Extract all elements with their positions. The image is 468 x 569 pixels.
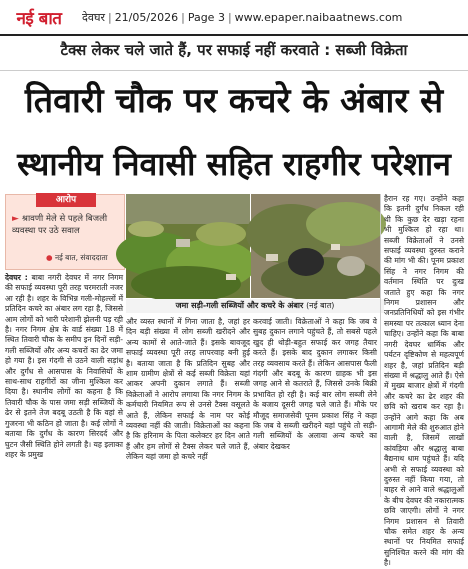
garbage-pile-photo	[251, 194, 381, 298]
kicker-divider	[0, 70, 468, 71]
headline-line-2: स्थानीय निवासी सहित राहगीर परेशान	[17, 145, 451, 183]
logo-text: नई बात	[16, 8, 62, 29]
article-column-4: हैरान रह गए। उन्होंने कहा कि इतनी दुर्गंध निकल रही थी कि कुछ देर खड़ा रहना भी मुश्किल हो रहा था। सब्जी विक्रेताओं ने उनसे सफाई व्यवस्था दुरुस्त कराने की मांग भी की। पूनम प्रकाश सिंह ने नगर निगम की वर्तमान स्थिति पर दुःख जताते हुए कहा कि नगर निगम प्रशासन और जनप्रतिनिधियों को इस गंभीर समस्या पर तत्काल ध्यान देना चाहिए। उन्होंने कहा कि बाबा नगरी देवघर धार्मिक और पर्यटन दृष्टिकोण से महत्वपूर्ण शहर है, जहां प्रतिदिन बड़ी संख्या में श्रद्धालु आते हैं। ऐसे में मुख्य बाजार क्षेत्रों में गंदगी और कचरे का ढेर शहर की छवि को खराब कर रहा है। उन्होंने आगे कहा कि अब आगामी मेले की शुरुआत होने वाली है, जिसमें लाखों कांवड़िया और श्रद्धालु बाबा बैद्यनाथ धाम पहुंचते हैं। यदि अभी से सफाई व्यवस्था को दुरुस्त नहीं किया गया, तो बाहर से आने वाले श्रद्धालुओं के बीच देवघर की नकारात्मक छवि जाएगी। लोगों ने नगर निगम प्रशासन से तिवारी चौक समेत शहर के अन्य स्थानों पर नियमित सफाई सुनिश्चित करने की मांग की है।	[384, 194, 464, 568]
article-column-2: और व्यस्त स्थानों में गिना जाता है, जहां हर दिन बड़ी संख्या में लोग सब्जी खरीदने और अन्य कामों से आते-जाते हैं। इसके बावजूद सफाई व्यवस्था पूरी तरह लापरवाह बनी हुई है। बताया जाता है कि प्रतिदिन सुबह और शाम ग्रामीण क्षेत्रों से कई सब्जी विक्रेता यहां आकर अपनी दुकान लगाते हैं। सब्जी विक्रेताओं ने आरोप लगाया कि नगर निगम के कर्मचारी नियमित रूप से उनसे टैक्स वसूलते आते हैं, लेकिन सफाई के नाम पर कोई व्यवस्था नहीं की जाती। विक्रेताओं का कहना है कि हरिनाम के पिता कलेक्टर हर दिन आते हैं और हम लोगों से टैक्स लेकर चले जाते हैं, लेकिन यहां जमा हो कचरे नहीं	[126, 317, 250, 462]
column-divider	[380, 194, 381, 497]
photo-credit: (नई बात)	[306, 301, 335, 310]
article-dateline: देवघर :	[5, 273, 28, 282]
highlight-body	[12, 213, 120, 237]
masthead-page: Page 3	[187, 10, 225, 24]
article-photo-left[interactable]	[126, 194, 250, 298]
masthead	[0, 0, 468, 36]
highlight-credit	[46, 253, 108, 263]
highlight-tag: आरोप	[36, 193, 96, 207]
masthead-date: 21/05/2026	[114, 10, 179, 24]
article-column-1-text: बाबा नगरी देवघर में नगर निगम की सफाई व्यवस्था पूरी तरह चरमराती नजर आ रही है। शहर के विभिन्न गली-मोहल्लों में प्रतिदिन कचरे का अंबार लग रहा है, जिससे आम लोगों को भारी परेशानी झेलनी पड़ रही है। नगर निगम क्षेत्र के वार्ड संख्या 18 में स्थित तिवारी चौक के समीप इन दिनों सड़ी-गली सब्जियों और अन्य कचरों का ढेर जमा हो गया है। इस गंदगी से उठने वाली सड़ांध और दुर्गंध से आसपास के निवासियों के साथ-साथ राहगीरों का जीना मुश्किल कर दिया है। स्थानीय लोगों का कहना है कि तिवारी चौक के पास जमा सड़ी सब्जियों के ढेर से इतने तेज बदबू उठती है कि वहां से गुजरना भी कठिन हो जाता है। कई लोगों ने बताया कि दुर्गंध के कारण सिरदर्द और घुटन जैसी स्थिति होने लगती है। यह इलाका शहर के प्रमुख	[5, 273, 124, 459]
photo-caption-text: जमा सड़ी-गली सब्जियों और कचरे के अंबार	[175, 301, 304, 310]
newspaper-logo[interactable]	[6, 3, 72, 31]
article-photo-right[interactable]	[251, 194, 381, 298]
masthead-website[interactable]: www.epaper.naibaatnews.com	[234, 10, 403, 24]
highlight-box	[5, 194, 125, 270]
masthead-meta: देवघर | 21/05/2026 | Page 3 | www.epaper.naibaatnews.com	[82, 10, 403, 24]
highlight-text: श्रावणी मेले से पहले बिजली व्यवस्था पर उठे सवाल	[12, 214, 108, 236]
article-kicker: टैक्स लेकर चले जाते हैं, पर सफाई नहीं करवाते : सब्जी विक्रेता	[60, 41, 408, 59]
article-column-1	[5, 273, 123, 497]
highlight-credit-text: नई बात, संवाददाता	[54, 253, 108, 262]
vegetable-waste-photo	[126, 194, 250, 298]
article-column-3: करवाई जाती। विक्रेताओं ने कहा कि जब वे सुबह दुकान लगाने पहुंचते हैं, तो सबसे पहले खुद ही थोड़ी-बहुत सफाई कर जगह तैयार करते हैं। इसके बाद दुकान लगाकर किसी तरह व्यवसाय करते हैं। लेकिन आसपास फैली गंदगी और बदबू के कारण ग्राहक भी इस जगह आने से कतराते हैं, जिससे उनके बिक्री प्रभावित हो रही है। कई बार लोग सब्जी लेने के बजाय दूसरी जगह चले जाते हैं। मौके पर मौजूद समाजसेवी पूनम प्रकाश सिंह ने कहा कि जब वे सब्जी खरीदने यहां पहुंचे तो सड़ी-गली सब्जियों के अलावा अन्य कचरे का अंबार देखकर	[253, 317, 377, 451]
headline-line-1: तिवारी चौक पर कचरे के अंबार से	[24, 81, 444, 121]
photo-caption	[126, 299, 384, 313]
arrow-icon: ►	[12, 214, 19, 224]
masthead-city: देवघर	[82, 10, 105, 24]
bullet-icon: ●	[46, 253, 55, 262]
